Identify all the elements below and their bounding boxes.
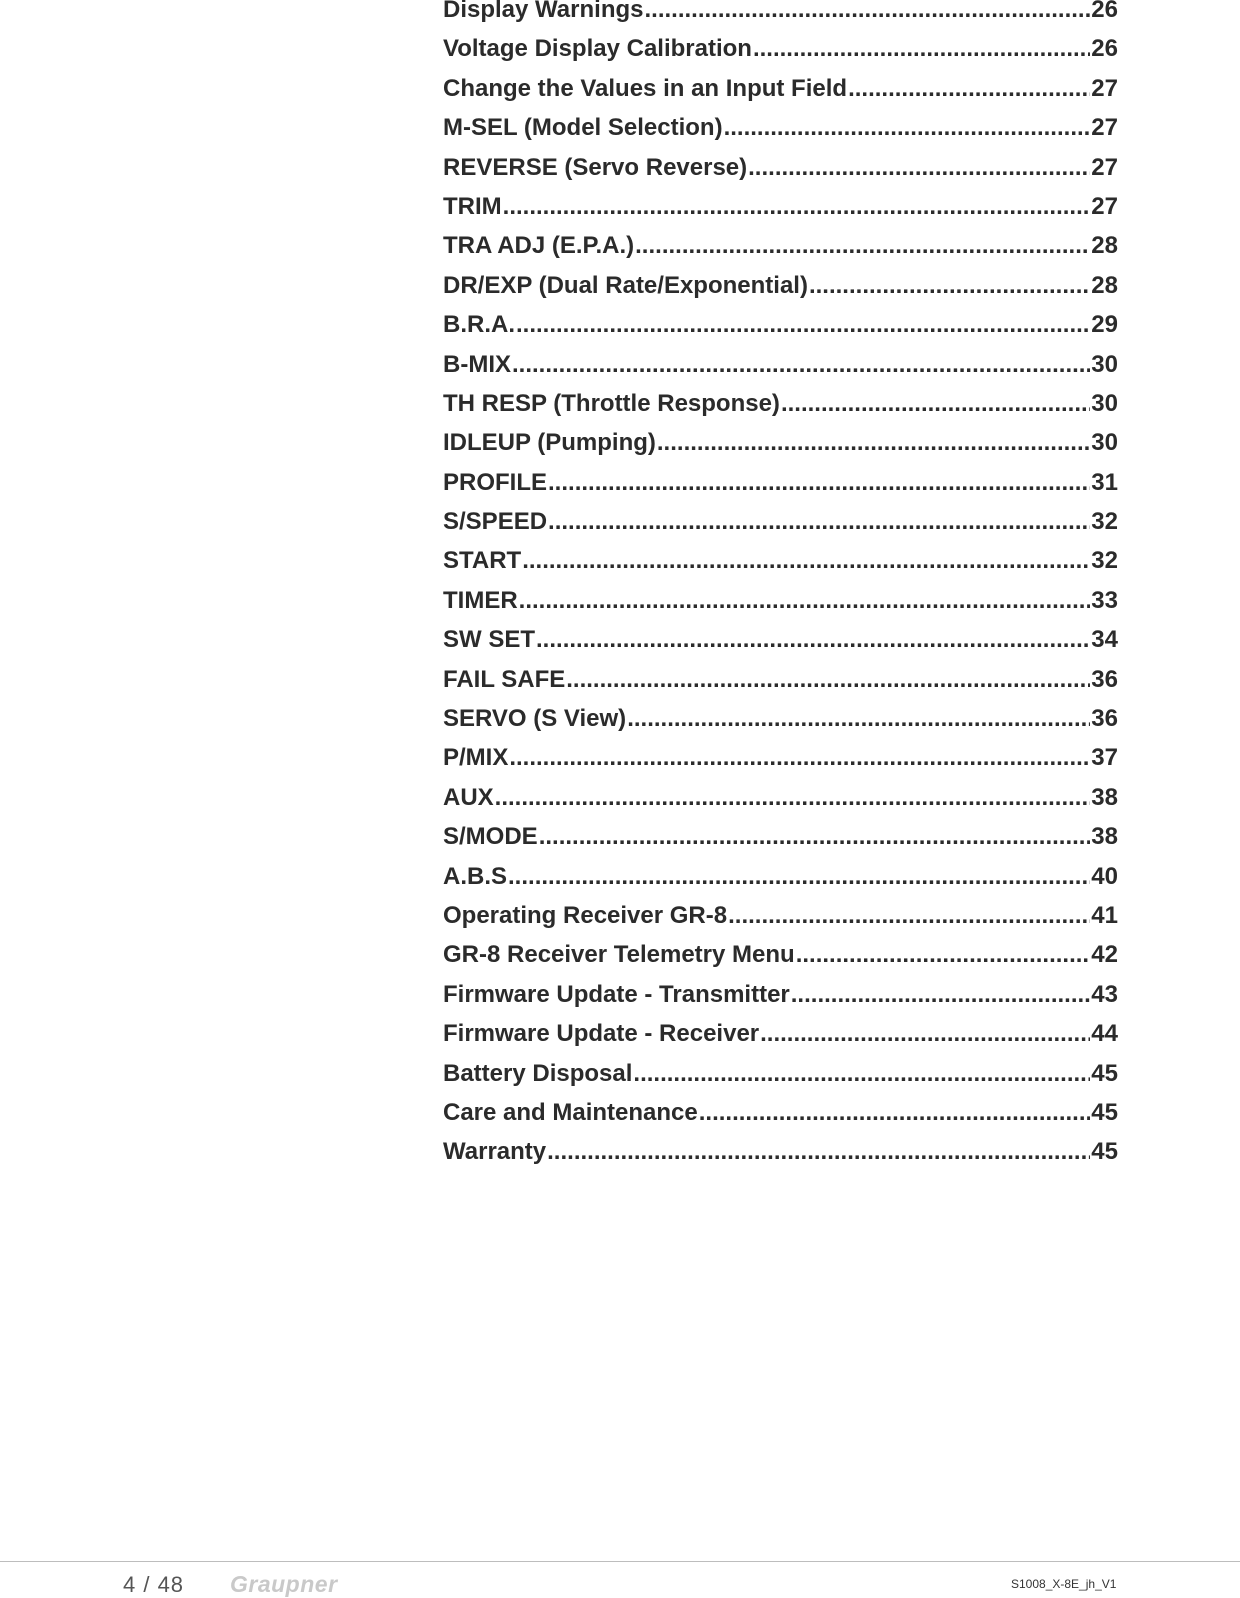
toc-entry-title: REVERSE (Servo Reverse) xyxy=(443,153,748,181)
toc-dot-leader xyxy=(724,116,1091,140)
toc-entry-title: Warranty xyxy=(443,1138,547,1166)
toc-entry-page: 36 xyxy=(1091,705,1118,733)
toc-entry-title: P/MIX xyxy=(443,744,509,772)
toc-entry-page: 45 xyxy=(1091,1059,1118,1087)
toc-dot-leader xyxy=(536,628,1090,652)
toc-entry-title: B.R.A. xyxy=(443,311,515,339)
toc-entry-title: TIMER xyxy=(443,586,518,614)
toc-entry[interactable] xyxy=(443,862,1118,904)
toc-entry[interactable] xyxy=(443,1098,1118,1140)
toc-entry-title: Battery Disposal xyxy=(443,1059,633,1087)
toc-dot-leader xyxy=(548,471,1090,495)
toc-entry-title: B-MIX xyxy=(443,350,511,378)
toc-entry[interactable] xyxy=(443,943,1118,982)
toc-entry[interactable] xyxy=(443,313,1118,352)
toc-dot-leader xyxy=(699,1101,1091,1125)
toc-entry-page: 28 xyxy=(1091,271,1118,299)
toc-entry-page: 32 xyxy=(1091,547,1118,575)
table-of-contents xyxy=(443,0,1118,1180)
toc-entry[interactable] xyxy=(443,628,1118,667)
toc-dot-leader xyxy=(748,156,1090,180)
toc-dot-leader xyxy=(548,510,1090,534)
toc-entry[interactable] xyxy=(443,116,1118,155)
toc-entry-title: TH RESP (Throttle Response) xyxy=(443,389,780,417)
toc-entry-title: SW SET xyxy=(443,626,536,654)
toc-entry[interactable] xyxy=(443,153,1118,195)
toc-dot-leader xyxy=(657,431,1090,455)
toc-dot-leader xyxy=(627,707,1090,731)
toc-entry-page: 33 xyxy=(1091,586,1118,614)
toc-entry-page: 27 xyxy=(1091,114,1118,142)
toc-entry[interactable] xyxy=(443,0,1118,37)
footer-divider xyxy=(0,1561,1240,1562)
toc-entry-title: DR/EXP (Dual Rate/Exponential) xyxy=(443,271,808,299)
toc-entry-title: START xyxy=(443,547,522,575)
toc-entry-page: 34 xyxy=(1091,626,1118,654)
toc-dot-leader xyxy=(728,904,1090,928)
toc-dot-leader xyxy=(809,274,1090,298)
toc-entry-title: Operating Receiver GR-8 xyxy=(443,901,728,929)
document-id: S1008_X-8E_jh_V1 xyxy=(1011,1577,1117,1591)
toc-entry[interactable] xyxy=(443,1140,1118,1179)
toc-entry[interactable] xyxy=(443,389,1118,431)
toc-entry[interactable] xyxy=(443,901,1118,943)
toc-entry-title: Care and Maintenance xyxy=(443,1098,698,1126)
toc-dot-leader xyxy=(547,1140,1090,1164)
toc-entry-page: 30 xyxy=(1091,389,1118,417)
toc-entry-page: 42 xyxy=(1091,941,1118,969)
toc-entry-page: 32 xyxy=(1091,508,1118,536)
toc-entry-page: 26 xyxy=(1091,0,1118,23)
toc-entry[interactable] xyxy=(443,1059,1118,1101)
toc-dot-leader xyxy=(644,0,1090,22)
toc-dot-leader xyxy=(516,313,1090,337)
toc-entry-page: 27 xyxy=(1091,153,1118,181)
toc-entry-title: M-SEL (Model Selection) xyxy=(443,114,723,142)
toc-entry[interactable] xyxy=(443,665,1118,707)
toc-entry-page: 30 xyxy=(1091,429,1118,457)
toc-dot-leader xyxy=(848,77,1090,101)
toc-entry-page: 29 xyxy=(1091,311,1118,339)
toc-entry-title: FAIL SAFE xyxy=(443,665,566,693)
toc-entry[interactable] xyxy=(443,350,1118,392)
toc-entry-page: 41 xyxy=(1091,901,1118,929)
toc-entry-page: 28 xyxy=(1091,232,1118,260)
toc-dot-leader xyxy=(522,549,1090,573)
toc-entry-title: TRIM xyxy=(443,192,502,220)
toc-entry-title: S/MODE xyxy=(443,823,538,851)
toc-entry-page: 36 xyxy=(1091,665,1118,693)
toc-entry-page: 40 xyxy=(1091,862,1118,890)
toc-dot-leader xyxy=(635,234,1090,258)
toc-entry[interactable] xyxy=(443,510,1118,549)
toc-entry-title: Firmware Update - Receiver xyxy=(443,1020,760,1048)
toc-entry-page: 26 xyxy=(1091,35,1118,63)
toc-dot-leader xyxy=(509,746,1090,770)
toc-entry-page: 30 xyxy=(1091,350,1118,378)
toc-entry-page: 27 xyxy=(1091,192,1118,220)
toc-entry-title: Voltage Display Calibration xyxy=(443,35,752,63)
toc-entry[interactable] xyxy=(443,74,1118,116)
toc-entry-title: IDLEUP (Pumping) xyxy=(443,429,656,457)
toc-entry[interactable] xyxy=(443,271,1118,313)
toc-entry[interactable] xyxy=(443,707,1118,746)
toc-dot-leader xyxy=(781,392,1090,416)
toc-entry-title: TRA ADJ (E.P.A.) xyxy=(443,232,635,260)
toc-entry[interactable] xyxy=(443,549,1118,588)
toc-entry-page: 37 xyxy=(1091,744,1118,772)
toc-entry-title: GR-8 Receiver Telemetry Menu xyxy=(443,941,795,969)
toc-entry-page: 45 xyxy=(1091,1138,1118,1166)
toc-entry[interactable] xyxy=(443,1022,1118,1061)
toc-entry-page: 44 xyxy=(1091,1020,1118,1048)
toc-dot-leader xyxy=(495,786,1091,810)
toc-entry-page: 38 xyxy=(1091,783,1118,811)
toc-entry[interactable] xyxy=(443,783,1118,825)
toc-entry-title: SERVO (S View) xyxy=(443,705,627,733)
toc-entry[interactable] xyxy=(443,234,1118,273)
toc-entry-title: Firmware Update - Transmitter xyxy=(443,980,790,1008)
toc-dot-leader xyxy=(512,353,1090,377)
toc-entry-page: 43 xyxy=(1091,980,1118,1008)
toc-dot-leader xyxy=(566,668,1090,692)
toc-dot-leader xyxy=(503,195,1091,219)
brand-logo: Graupner xyxy=(230,1571,338,1597)
toc-entry[interactable] xyxy=(443,825,1118,864)
toc-entry-title: PROFILE xyxy=(443,468,548,496)
toc-entry-page: 31 xyxy=(1091,468,1118,496)
footer-page-number: 4 / 48 xyxy=(123,1572,185,1597)
toc-dot-leader xyxy=(791,983,1091,1007)
toc-entry[interactable] xyxy=(443,431,1118,470)
toc-dot-leader xyxy=(539,825,1091,849)
toc-dot-leader xyxy=(760,1022,1090,1046)
toc-dot-leader xyxy=(753,37,1090,61)
toc-entry-page: 27 xyxy=(1091,74,1118,102)
toc-dot-leader xyxy=(508,865,1090,889)
toc-entry[interactable] xyxy=(443,192,1118,234)
toc-entry[interactable] xyxy=(443,37,1118,76)
toc-dot-leader xyxy=(633,1062,1090,1086)
toc-entry-title: Change the Values in an Input Field xyxy=(443,74,848,102)
toc-entry[interactable] xyxy=(443,586,1118,628)
toc-entry-title: A.B.S xyxy=(443,862,508,890)
toc-entry-title: S/SPEED xyxy=(443,508,548,536)
toc-dot-leader xyxy=(519,589,1091,613)
toc-entry-title: Display Warnings xyxy=(443,0,644,23)
toc-entry[interactable] xyxy=(443,468,1118,510)
toc-entry-page: 38 xyxy=(1091,823,1118,851)
toc-entry-page: 45 xyxy=(1091,1098,1118,1126)
toc-entry-title: AUX xyxy=(443,783,494,811)
toc-entry[interactable] xyxy=(443,746,1118,785)
toc-entry[interactable] xyxy=(443,980,1118,1022)
toc-dot-leader xyxy=(796,943,1091,967)
